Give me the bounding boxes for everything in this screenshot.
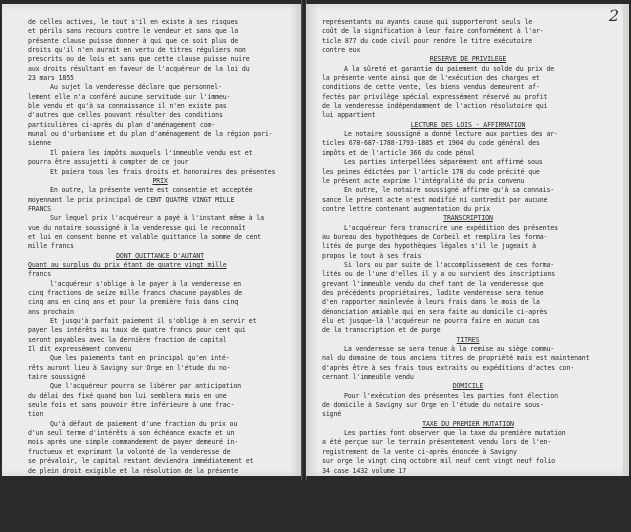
text-line: En outre, la présente vente est consentie et acceptée <box>50 186 253 195</box>
text-line: contre eux <box>322 46 361 55</box>
text-line: représentants ou ayants cause qui supporteront seuls le <box>322 18 533 26</box>
text-line: cinq fractions de seize mille francs chacune payables de <box>28 288 242 297</box>
text-line: de domicile à Savigny sur Orge en l'étude du notaire sous- <box>322 401 544 410</box>
text-line: Il paiera les impôts auxquels l'immeuble vendu est et <box>50 148 253 157</box>
text-line: DONT QUITTANCE D'AUTANT <box>116 251 204 260</box>
text-line: Les parties interpellées séparément ont affirmé sous <box>344 158 543 167</box>
text-line: A la sûreté et garantie du paiement du solde du prix de <box>344 64 555 73</box>
text-line: Et jusqu'à parfait paiement il s'oblige à en servir et <box>50 317 257 325</box>
page-number: 2 <box>608 6 619 25</box>
text-line: moyennant le prix principal de CENT QUATRE VINGT MILLE <box>28 195 235 204</box>
text-line: Si lors ou par suite de l'accomplissement de ces forma- <box>344 260 555 269</box>
text-line: La venderesse se sera tenue à la remise au siège commu- <box>344 345 555 354</box>
text-line: vue du notaire soussigné à la venderesse qui le reconnaît <box>28 223 246 232</box>
text-line: Les parties font observer que la taxe du première mutation <box>344 429 566 438</box>
text-line: payer les intérêts au taux de quatre francs pour cent qui <box>28 326 246 335</box>
text-line: Et qu'en cas de décès de l'acquéreur avant le <box>50 485 222 494</box>
text-line: Qu'elle n'est pas et n'a jamais été en état de faillite <box>322 494 533 503</box>
text-line: contre lettre contenant augmentation du prix <box>322 204 491 213</box>
text-line: d'un seul terme d'intérêts à son échéance exacte et un <box>28 429 235 438</box>
text-line: propos le tout à ses frais <box>322 251 422 260</box>
text-line: prescrits ou de lois et sans que cette clause puisse nuire <box>28 55 250 64</box>
text-line: particulières ci-après du plan d'aménagement com- <box>28 120 216 129</box>
text-line: de la transcription et de purge <box>322 326 441 335</box>
text-line: Le notaire soussigné a donné lecture aux parties des ar- <box>344 130 558 139</box>
text-line: lités de purge des hypothèques légales s'il le jugeait à <box>322 242 536 251</box>
text-line: des bel heiles honoloms <box>322 522 410 531</box>
text-line: lui appartient <box>322 111 376 120</box>
text-line: au bureau des hypothèques de Corbeil et remplira les forma- <box>322 232 548 241</box>
text-line: le présent acte exprime l'intégralité du prix convenu <box>322 176 525 185</box>
text-line: Pour l'exécution des présentes les parties font élection <box>344 391 558 400</box>
left-text-column <box>28 18 292 513</box>
text-line: La venderesse déclare <box>344 485 425 494</box>
text-line: vente sera faite si bon semble à la venderesse <box>28 475 204 484</box>
text-line: 23 mars 1855 <box>28 74 74 83</box>
text-line: du délai des fixé quand bon lui semblera mais en une <box>28 391 227 400</box>
text-line: taire soussigné <box>28 373 86 382</box>
text-line: seule fois et sans pouvoir être inférieure à une frac- <box>28 401 235 410</box>
text-line: d'après être à ses frais tous extraits ou expéditions d'actes con- <box>322 363 575 372</box>
text-line: LECTURE DES LOIS - AFFIRMATION <box>410 120 526 129</box>
text-line: dénonciation amiable qui en sera faite au domicile ci-après <box>322 307 548 316</box>
text-line: Que les paiements tant en principal qu'en inté- <box>50 354 230 363</box>
text-line: 34 case 1432 volume 17 <box>322 466 407 475</box>
text-line: ra solidarité et indivisibilité entre ses - héritiers <box>28 503 231 512</box>
text-line: PRIX <box>152 176 168 185</box>
text-line: Quant au surplus du prix étant de quatre vingt mille <box>28 260 227 269</box>
text-line: aux droits résultant en faveur de l'acquéreur de la loi du <box>28 64 250 73</box>
text-line: paiement intégral du prix de la présente vente il y au- <box>28 494 239 503</box>
text-line: Que l'acquéreur pourra se libérer par anticipation <box>50 382 241 391</box>
text-line: de la venderesse indépendamment de l'action résolutoire qui <box>322 102 548 111</box>
text-line: rêts auront lieu à Savigny sur Orge en l'étude du no- <box>28 363 231 372</box>
right-text-column <box>322 18 614 532</box>
text-line: conditions de cette vente, les biens vendus demeurent af- <box>322 83 540 92</box>
text-line: lités ou de l'une d'elles il y a ou survient des inscriptions <box>322 270 556 279</box>
text-line: pourra être assujetti à compter de ce jour <box>28 158 189 167</box>
text-line: et lui en consent bonne et valable quittance la somme de cent <box>28 232 262 241</box>
text-line: ticle 877 du code civil pour rendre le titre exécutoire <box>322 36 533 45</box>
text-line: élu et jusque-là l'acquéreur ne pourra faire en aucun cas <box>322 317 540 325</box>
text-line: la présente vente ainsi que de l'exécution des charges et <box>322 74 540 83</box>
text-line: L'acquéreur fera transcrire une expédition des présentes <box>344 223 558 232</box>
page-edge-tab <box>623 4 629 476</box>
text-line: TAXE DU PREMIER MUTATION <box>422 419 514 428</box>
text-line: RESERVE DE PRIVILEGE <box>429 55 507 64</box>
text-line: tion <box>28 410 44 419</box>
text-line: signé <box>322 410 342 419</box>
text-line: d'en rapporter mainlevée à leurs frais dans le mois de la <box>322 298 540 307</box>
text-line: registrement de la vente ci-après énoncée à Savigny <box>322 447 517 456</box>
text-line: mois après une simple commandement de payer demeuré in- <box>28 438 239 447</box>
text-line: Sur lequel prix l'acquéreur a payé à l'instant même à la <box>50 214 264 223</box>
text-line: fructueux et exprimant la volonté de la venderesse de <box>28 447 231 456</box>
text-line: Et paiera tous les frais droits et honoraires des présentes <box>50 167 276 176</box>
text-line: mille francs <box>28 242 74 251</box>
text-line: francs <box>28 270 51 279</box>
text-line: lement elle n'a conféré aucune servitude sur l'immeu- <box>28 92 231 101</box>
text-line: coût de la signification à leur faire conformément à l'ar- <box>322 27 544 36</box>
text-line: Au sujet la venderesse déclare que personnel- <box>50 83 222 92</box>
text-line: TRANSCRIPTION <box>443 214 493 223</box>
text-line: sienne <box>28 139 51 148</box>
text-line: ETAT CIVIL <box>448 475 488 484</box>
text-line: d'autres que celles pouvant résulter des conditions <box>28 111 223 120</box>
text-line: ticles 678-687-1788-1793-1885 et 1904 du code général des <box>322 139 540 148</box>
text-line: sance le présent acte n'est modifié ni contredit par aucune <box>322 195 548 204</box>
text-line: grevant l'immeuble vendu du chef tant de la venderesse que <box>322 279 544 288</box>
text-line: et périls sans recours contre le vendeur et sans que la <box>28 27 239 36</box>
text-line: de plein droit exigible et la résolution de la présente <box>28 466 239 475</box>
text-line: seront payables avec la dernière fraction de capital <box>28 335 227 344</box>
text-line: Qu'à défaut de paiement d'une fraction du prix ou <box>50 419 238 428</box>
text-line: droits qu'il n'en aurait en vertu de titres réguliers non <box>28 46 246 55</box>
text-line: FRANCS <box>28 204 51 213</box>
text-line: présente clause puisse donner à qui que ce soit plus de <box>28 36 239 45</box>
text-line: de celles actives, le tout s'il en existe à ses risques <box>28 18 239 26</box>
text-line: liquidation judiciaire ou cessation de paiement et qu'elle <box>322 503 544 512</box>
text-line: impôts et de l'article 366 du code pénal <box>322 148 475 157</box>
text-line: cinq ans en cinq ans et pour la première fois dans cinq <box>28 298 239 307</box>
text-line: l'acquéreur s'oblige à le payer à la venderesse en <box>50 279 241 288</box>
text-line: munal ou d'urbanisme et du plan d'aménagement de la région pari- <box>28 130 273 139</box>
text-line: des précédents propriétaires, ladite venderesse sera tenue <box>322 288 544 297</box>
text-line: ans prochain <box>28 307 74 316</box>
text-line: Il dit expressément convenu <box>28 345 132 354</box>
text-line: cernant l'immeuble vendu <box>322 373 414 382</box>
text-line: a été perçue sur le terrain présentement vendu lors de l'en- <box>322 438 552 447</box>
text-line: En outre, le notaire soussigné affirme qu'à sa connais- <box>344 186 555 195</box>
text-line: fectés par privilège spécial expressément réservé au profit <box>322 92 548 101</box>
text-line: se prévaloir, le capital restant deviendra immédiatement et <box>28 457 254 466</box>
right-page <box>306 4 629 531</box>
text-line: les peines édictées par l'article 178 du code précité que <box>322 167 540 176</box>
text-line: ble vendu et qu'à sa connaissance il n'en existe pas <box>28 102 227 111</box>
text-line: sur orge le vingt cinq octobre mil neuf cent vingt neuf folio <box>322 457 556 466</box>
text-line: TITRES <box>456 335 480 344</box>
text-line: n'a jamais été admise à bénéficier des dispositions du règlement <box>322 513 567 522</box>
text-line: nal du domaine de tous anciens titres de propriété mais est maintenant <box>322 354 590 363</box>
text-line: DOMICILE <box>452 382 484 391</box>
left-page <box>2 4 302 512</box>
